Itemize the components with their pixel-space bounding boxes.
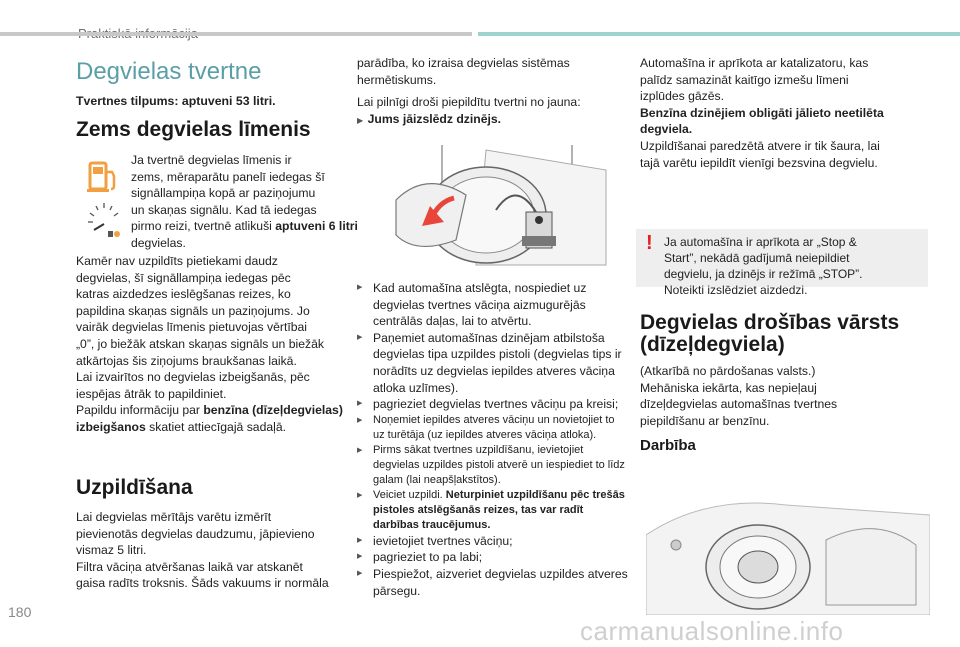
text-line: (Atkarībā no pārdošanas valsts.) [640, 364, 816, 378]
fuel-filler-illustration [356, 140, 626, 277]
catalyst-text [640, 55, 930, 171]
text-line: Uzpildīšanai paredzētā atvere ir tik šaura, lai [640, 138, 880, 153]
step-item: ▶ Veiciet uzpildi. Neturpiniet uzpildīšanu pēc trešās pistoles atslēgšanās reizes, tas var radīt darbības traucējumus. [357, 488, 629, 533]
step-item: ▶ pagrieziet degvielas tvertnes vāciņu pa kreisi; [357, 396, 629, 413]
text-line: Automašīna ir aprīkota ar katalizatoru, kas [640, 56, 869, 70]
text-line: Ja automašīna ir aprīkota ar „Stop & [664, 235, 857, 249]
step-warning: Neturpiniet uzpildīšanu pēc trešās pistoles atslēgšanās reizes, tas var radīt darbības traucējumus. [373, 488, 625, 531]
page-title: Degvielas tvertne [76, 58, 262, 85]
engine-off-note: Jums jāizslēdz dzinējs. [367, 111, 502, 126]
safety-valve-illustration [646, 495, 930, 620]
text-line: palīdz samazināt kaitīgo izmešu līmeni [640, 72, 849, 87]
text-line: degvielu, ja dzinējs ir režīmā „STOP”. [664, 267, 863, 281]
header-accent-bar [478, 32, 960, 36]
text-line: vairāk degvielas līmenis pietuvojas vērtībai [76, 320, 307, 335]
step-item: ▶ Piespiežot, aizveriet degvielas uzpildes atveres pārsegu. [357, 566, 629, 599]
safety-valve-text [640, 363, 930, 429]
text-line: Lai pilnīgi droši piepildītu tvertni no jauna: [357, 95, 581, 109]
refuel-instruction [357, 94, 627, 129]
text-line: piepildīšanu ar benzīnu. [640, 413, 770, 428]
low-fuel-body [76, 253, 366, 436]
step-item: ▶ ievietojiet tvertnes vāciņu; [357, 533, 629, 550]
text-line: Lai izvairītos no degvielas izbeigšanās, pēc [76, 370, 310, 385]
text-line: tajā varētu iepildīt vienīgi bezsvina degvielu. [640, 155, 878, 170]
text-line: iespējas ātrāk to papildiniet. [76, 386, 227, 401]
text-line: Mehāniska iekārta, kas nepieļauj [640, 380, 817, 395]
step-item: ▶ Kad automašīna atslēgta, nospiediet uz degvielas tvertnes vāciņa aizmugurējās centrālās daļas, lai to atvērtu. [357, 280, 629, 330]
middle-intro [357, 55, 627, 88]
text-line: Kamēr nav uzpildīts pietiekami daudz [76, 254, 278, 268]
text-line: Papildu informāciju par benzīna (dīzeļdegvielas) izbeigšanos skatiet attiecīgajā sadaļā. [76, 403, 343, 434]
heading-line: Degvielas drošības vārsts [640, 311, 900, 334]
step-item: ▶ pagrieziet to pa labi; [357, 549, 629, 566]
text-line: Ja tvertnē degvielas līmenis ir [131, 153, 292, 167]
text-line: hermētiskums. [357, 72, 437, 87]
text-line: papildina skaņas signāls un paziņojums. Jo [76, 303, 310, 318]
text-line: atkārtojas šis ziņojums braukšanas laikā. [76, 353, 297, 368]
step-item: ▶ Paņemiet automašīnas dzinējam atbilstoša degvielas tipa uzpildes pistoli (degvielas tips ir norādīts uz degvielas iepildes atveres vāciņa atloka uzlīmes). [357, 330, 629, 396]
step-item: ▶ Noņemiet iepildes atveres vāciņu un novietojiet to uz turētāja (uz iepildes atveres vāciņa atloka). [357, 413, 629, 443]
operation-heading: Darbība [640, 437, 696, 454]
text-line: Noteikti izslēdziet aizdedzi. [664, 283, 808, 297]
text-line: dīzeļdegvielas automašīnas tvertnes [640, 397, 838, 412]
remaining-fuel: aptuveni 6 litri [275, 219, 358, 234]
text-line: Filtra vāciņa atvēršanas laikā var atskanēt [76, 559, 303, 574]
text-line: Start”, nekādā gadījumā neiepildiet [664, 251, 850, 265]
stop-start-warning-text [664, 234, 926, 298]
low-fuel-heading: Zems degvielas līmenis [76, 118, 311, 141]
text-line: parādība, ko izraisa degvielas sistēmas [357, 56, 570, 70]
low-fuel-warning-text [131, 152, 371, 252]
tank-capacity: Tvertnes tilpums: aptuveni 53 litri. [76, 94, 276, 108]
heading-line: (dīzeļdegviela) [640, 333, 785, 356]
text-line: gaisa radīts troksnis. Šāds vakuums ir normāla [76, 576, 329, 591]
text-line: pievienotās degvielas daudzumu, jāpievieno [76, 526, 315, 541]
cross-reference: benzīna (dīzeļdegvielas) izbeigšanos [76, 403, 343, 434]
fuel-pump-icon [84, 160, 120, 199]
filling-body [76, 509, 368, 592]
text-line: Benzīna dzinējiem obligāti jālieto neetilēta [640, 105, 884, 120]
text-line: degviela. [640, 122, 693, 137]
text-line: un skaņas signālu. Kad tā iedegas [131, 202, 317, 217]
fuel-gauge-icon [84, 200, 124, 245]
text-line: Lai degvielas mērītājs varētu izmērīt [76, 510, 272, 524]
safety-valve-heading [640, 312, 899, 356]
header-divider [0, 32, 472, 36]
filling-heading: Uzpildīšana [76, 476, 193, 499]
text-line: signāllampiņa kopā ar paziņojumu [131, 186, 316, 201]
text-line: katras aizdedzes ieslēgšanas reizes, ko [76, 287, 291, 302]
warning-icon: ! [646, 232, 653, 254]
text-line: „0”, jo biežāk atskan skaņas signāls un biežāk [76, 336, 324, 351]
text-line: izplūdes gāzēs. [640, 89, 725, 104]
refuel-steps [357, 280, 629, 599]
watermark: carmanualsonline.info [580, 616, 844, 646]
text-line: vismaz 5 litri. [76, 543, 147, 558]
text-line: ▶ Jums jāizslēdz dzinējs. [357, 111, 502, 126]
text-line: pirmo reizi, tvertnē atlikuši aptuveni 6 litri degvielas. [131, 219, 358, 250]
step-item: ▶ Pirms sākat tvertnes uzpildīšanu, ievietojiet degvielas uzpildes pistoli atverē un iespiediet to līdz galam (lai neapšļakstītos). [357, 443, 629, 488]
text-line: degvielas, šī signāllampiņa iedegas pēc [76, 270, 291, 285]
page-number: 180 [8, 604, 32, 620]
text-line: zems, mēraparātu panelī iedegas šī [131, 169, 325, 184]
